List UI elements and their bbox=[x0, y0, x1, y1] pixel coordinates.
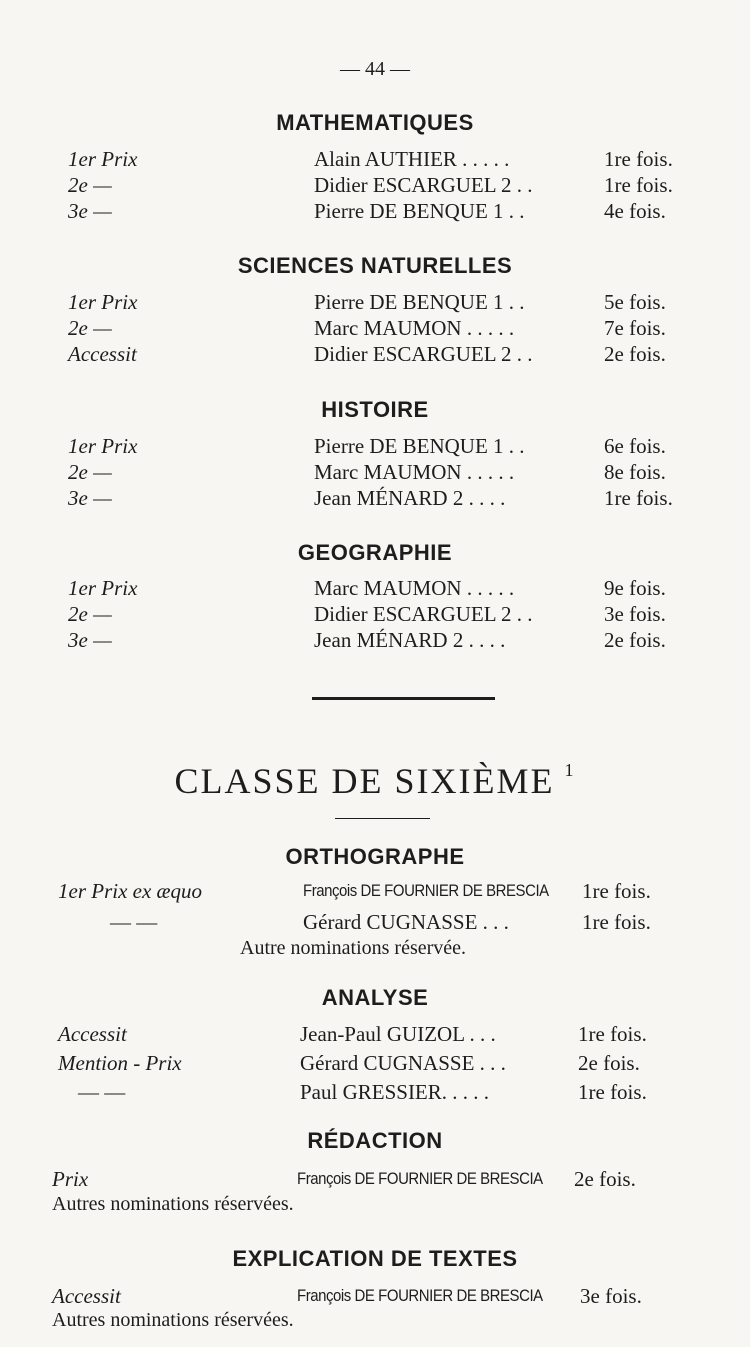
student-name: Marc MAUMON . . . . . bbox=[314, 460, 515, 484]
section-heading: MATHEMATIQUES bbox=[276, 110, 474, 135]
list-item bbox=[0, 627, 750, 653]
section-divider bbox=[312, 697, 495, 700]
prize-label: 2e — bbox=[68, 460, 112, 484]
list-item: Accessit Jean-Paul GUIZOL . . . 1re fois. bbox=[58, 1022, 647, 1046]
list-item: Accessit François DE FOURNIER DE BRESCIA 3e fois. bbox=[52, 1284, 642, 1308]
times-count: 9e fois. bbox=[604, 576, 666, 600]
list-item: Prix François DE FOURNIER DE BRESCIA 2e fois. bbox=[52, 1167, 636, 1191]
prize-label: Accessit bbox=[68, 342, 137, 366]
list-item bbox=[0, 575, 750, 601]
student-name: Pierre DE BENQUE 1 . . bbox=[314, 199, 525, 223]
prize-label: 3e — bbox=[68, 199, 112, 223]
times-count: 8e fois. bbox=[604, 460, 666, 484]
prize-label: 2e — bbox=[68, 173, 112, 197]
prize-label: 1er Prix bbox=[68, 434, 138, 458]
list-item bbox=[0, 341, 750, 367]
heading-orthographe: ORTHOGRAPHE bbox=[285, 844, 465, 869]
times-count: 4e fois. bbox=[604, 199, 666, 223]
student-name: Marc MAUMON . . . . . bbox=[314, 316, 515, 340]
times-count: 1re fois. bbox=[604, 486, 673, 510]
heading-redaction: RÉDACTION bbox=[307, 1128, 443, 1153]
note-text: Autres nominations réservées. bbox=[52, 1309, 294, 1331]
heading-analyse: ANALYSE bbox=[321, 985, 429, 1010]
times-count: 6e fois. bbox=[604, 434, 666, 458]
list-item bbox=[0, 198, 750, 224]
times-count: 7e fois. bbox=[604, 316, 666, 340]
section-heading: GEOGRAPHIE bbox=[297, 540, 453, 565]
student-name: Jean MÉNARD 2 . . . . bbox=[314, 486, 506, 510]
prize-label: 1er Prix bbox=[68, 290, 138, 314]
list-item: — — Gérard CUGNASSE . . . 1re fois. bbox=[110, 910, 651, 934]
prize-label: 1er Prix bbox=[68, 576, 138, 600]
class-title-underline bbox=[335, 818, 430, 819]
list-item bbox=[0, 146, 750, 172]
list-item: 1er Prix ex æquo François DE FOURNIER DE BRESCIA 1re fois. bbox=[58, 879, 651, 903]
times-count: 2e fois. bbox=[604, 628, 666, 652]
list-item: — — Paul GRESSIER. . . . . 1re fois. bbox=[78, 1080, 647, 1104]
class-title: CLASSE DE SIXIÈME $^1$ bbox=[174, 760, 576, 801]
times-count: 2e fois. bbox=[604, 342, 666, 366]
student-name: Didier ESCARGUEL 2 . . bbox=[314, 173, 533, 197]
list-item: Mention - Prix Gérard CUGNASSE . . . 2e fois. bbox=[58, 1051, 640, 1075]
times-count: 1re fois. bbox=[604, 173, 673, 197]
student-name: Pierre DE BENQUE 1 . . bbox=[314, 434, 525, 458]
prize-label: 2e — bbox=[68, 602, 112, 626]
note-text: Autres nominations réservées. bbox=[52, 1193, 294, 1215]
student-name: Alain AUTHIER . . . . . bbox=[314, 147, 510, 171]
student-name: Pierre DE BENQUE 1 . . bbox=[314, 290, 525, 314]
times-count: 3e fois. bbox=[604, 602, 666, 626]
prize-label: 1er Prix bbox=[68, 147, 138, 171]
student-name: Didier ESCARGUEL 2 . . bbox=[314, 602, 533, 626]
list-item bbox=[0, 289, 750, 315]
page-number: — 44 — bbox=[340, 58, 410, 80]
prize-label: 3e — bbox=[68, 486, 112, 510]
student-name: Jean MÉNARD 2 . . . . bbox=[314, 628, 506, 652]
student-name: Marc MAUMON . . . . . bbox=[314, 576, 515, 600]
note-text: Autre nominations réservée. bbox=[240, 937, 467, 959]
list-item bbox=[0, 601, 750, 627]
list-item bbox=[0, 485, 750, 511]
heading-explication: EXPLICATION DE TEXTES bbox=[232, 1246, 518, 1271]
times-count: 1re fois. bbox=[604, 147, 673, 171]
times-count: 5e fois. bbox=[604, 290, 666, 314]
section-heading: HISTOIRE bbox=[321, 397, 429, 422]
list-item bbox=[0, 433, 750, 459]
section-heading: SCIENCES NATURELLES bbox=[237, 253, 513, 278]
list-item bbox=[0, 315, 750, 341]
list-item bbox=[0, 172, 750, 198]
prize-label: 2e — bbox=[68, 316, 112, 340]
prize-label: 3e — bbox=[68, 628, 112, 652]
list-item bbox=[0, 459, 750, 485]
student-name: Didier ESCARGUEL 2 . . bbox=[314, 342, 533, 366]
